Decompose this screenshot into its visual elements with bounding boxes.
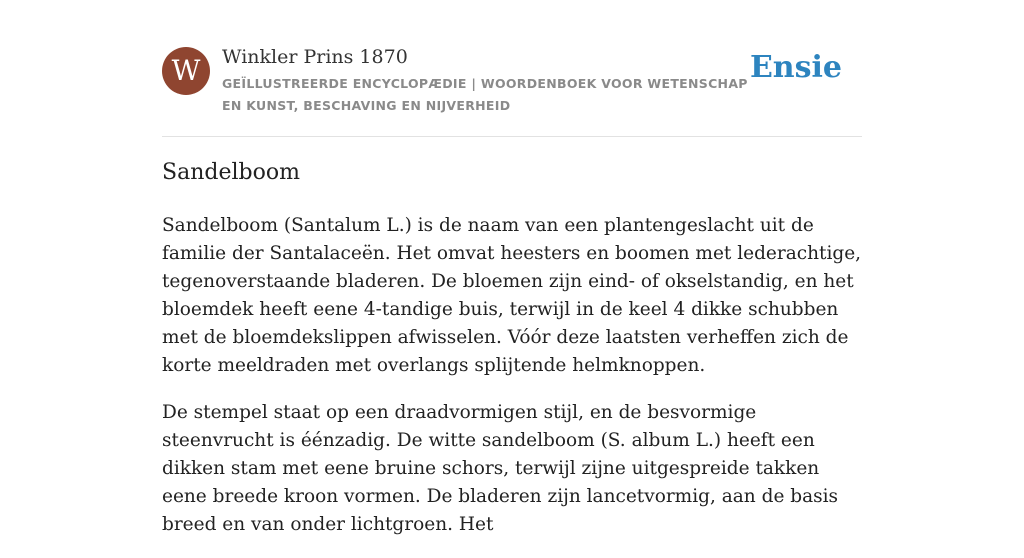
article-paragraph: Sandelboom (Santalum L.) is de naam van een plantengeslacht uit de familie der Santalaceën. Het omvat heesters en boomen met lederachtige, tegenoverstaande bladeren. De bloemen zijn eind- of okselstandig, en het bloemdek heeft eene 4-tandige buis, terwijl in de keel 4 dikke schubben met de bloemdekslippen afwisselen. Vóór deze laatsten verheffen zich de korte meeldraden met overlangs splijtende helmknoppen. bbox=[162, 215, 862, 376]
source-subtitle: GEÏLLUSTREERDE ENCYCLOPÆDIE | WOORDENBOEK VOOR WETENSCHAP EN KUNST, BESCHAVING EN NIJVERHEID bbox=[222, 76, 748, 113]
source-header bbox=[162, 44, 862, 137]
article-paragraph: De stempel staat op een draadvormigen stijl, en de besvormige steenvrucht is éénzadig. De witte sandelboom (S. album L.) heeft een dikken stam met eene bruine schors, terwijl zijne uitgespreide takken eene breede kroon vormen. De bladeren zijn lancetvormig, aan de basis breed en van onder lichtgroen. Het bbox=[162, 402, 839, 535]
article-title: Sandelboom bbox=[162, 160, 300, 185]
ensie-logo-link[interactable]: Ensie bbox=[749, 50, 842, 85]
source-avatar[interactable]: W bbox=[162, 47, 210, 95]
article-body bbox=[162, 212, 868, 558]
source-title[interactable]: Winkler Prins 1870 bbox=[222, 46, 408, 68]
